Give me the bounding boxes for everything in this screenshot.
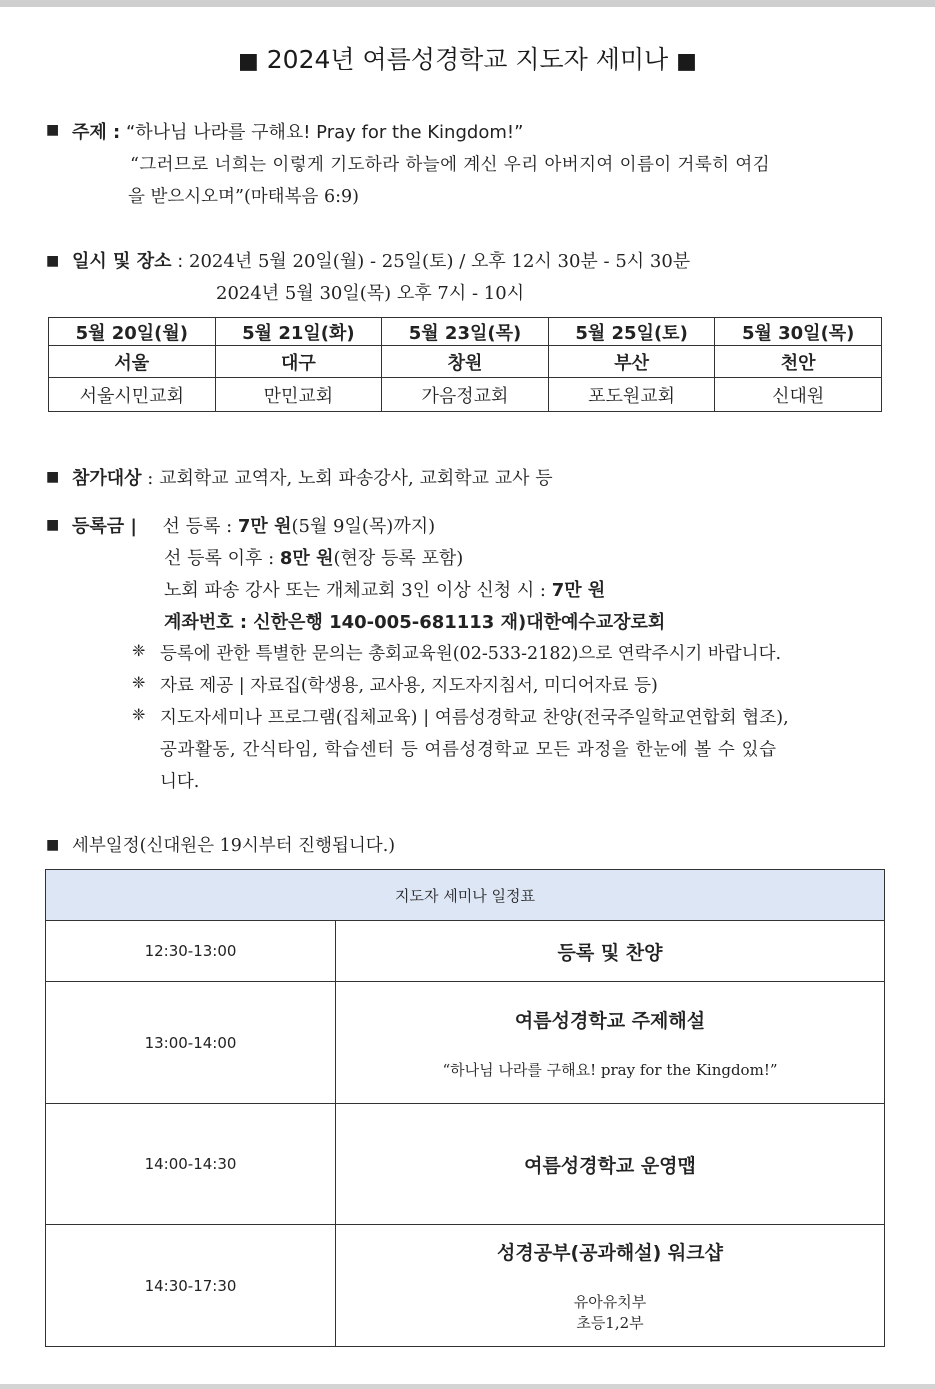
fee-bullet: ■: [46, 517, 60, 533]
participants-text: : 교회학교 교역자, 노회 파송강사, 교회학교 교사 등: [147, 468, 553, 489]
detail-text: 세부일정(신대원은 19시부터 진행됩니다.): [72, 836, 396, 856]
detail-bullet: ■: [46, 837, 60, 853]
fee-account: 계좌번호 : 신한은행 140-005-681113 재)대한예수교장로회: [164, 612, 666, 633]
venue-church: 만민교회: [215, 378, 382, 412]
venue-date: 5월 25일(토): [548, 318, 715, 346]
venue-city: 천안: [715, 346, 882, 378]
note-mark: ❈: [132, 673, 146, 692]
fee-group-prefix: 노회 파송 강사 또는 개체교회 3인 이상 신청 시 :: [164, 580, 552, 601]
schedule-line2: 2024년 5월 30일(목) 오후 7시 - 10시: [216, 283, 525, 304]
participants-line: [72, 464, 553, 490]
title-right-square: ■: [676, 49, 697, 74]
note-1: 등록에 관한 특별한 문의는 총회교육원(02-533-2182)으로 연락주시기 바랍니다.: [160, 644, 782, 664]
schedule-label: 일시 및 장소: [72, 251, 172, 272]
theme-text: “하나님 나라를 구해요! Pray for the Kingdom!”: [125, 122, 524, 143]
fee-early-suffix: (5월 9일(목)까지): [291, 516, 436, 537]
theme-verse-line2: 을 받으시오며”(마태복음 6:9): [128, 187, 359, 207]
venue-date: 5월 23일(목): [382, 318, 549, 346]
schedule-colon: :: [177, 251, 184, 272]
fee-line-late: [164, 544, 463, 570]
venue-date: 5월 21일(화): [215, 318, 382, 346]
fee-group-amount: 7만 원: [551, 580, 606, 601]
fee-late-prefix: 선 등록 이후 :: [164, 548, 280, 569]
table-row: [46, 982, 885, 1104]
timetable-header: 지도자 세미나 일정표: [46, 870, 885, 921]
note-mark: ❈: [132, 705, 146, 724]
title-left-square: ■: [238, 49, 259, 74]
timetable-title: 여름성경학교 주제해설: [514, 1009, 706, 1032]
fee-early-amount: 7만 원: [237, 516, 292, 537]
timetable-time: 14:30-17:30: [46, 1225, 336, 1347]
fee-label: 등록금 |: [72, 516, 138, 537]
participants-bullet: ■: [46, 469, 60, 485]
venue-city: 부산: [548, 346, 715, 378]
note-2: 자료 제공 | 자료집(학생용, 교사용, 지도자지침서, 미디어자료 등): [160, 676, 658, 696]
fee-early-prefix: 선 등록 :: [162, 516, 238, 537]
timetable-time: 12:30-13:00: [46, 921, 336, 982]
timetable-time: 13:00-14:00: [46, 982, 336, 1104]
venue-city: 서울: [49, 346, 216, 378]
timetable-subtitle: “하나님 나라를 구해요! pray for the Kingdom!”: [442, 1060, 778, 1079]
participants-label: 참가대상: [72, 468, 142, 489]
note-3-line3: 니다.: [160, 772, 200, 792]
theme-bullet: ■: [46, 122, 60, 138]
timetable-title: 성경공부(공과해설) 워크샵: [497, 1242, 723, 1264]
timetable: [45, 869, 885, 1347]
venue-church: 가음정교회: [382, 378, 549, 412]
title-text: 2024년 여름성경학교 지도자 세미나: [266, 45, 669, 74]
fee-late-amount: 8만 원: [279, 548, 334, 569]
fee-line-group: [164, 576, 605, 602]
venue-city: 대구: [215, 346, 382, 378]
timetable-subtitle: 초등1,2부: [576, 1314, 644, 1332]
schedule-bullet: ■: [46, 253, 60, 269]
timetable-title: 여름성경학교 운영맵: [336, 1104, 885, 1225]
timetable-time: 14:00-14:30: [46, 1104, 336, 1225]
fee-late-suffix: (현장 등록 포함): [333, 548, 464, 569]
table-row: [46, 1225, 885, 1347]
note-3-line1: 지도자세미나 프로그램(집체교육) | 여름성경학교 찬양(전국주일학교연합회 협조),: [160, 708, 789, 728]
venue-table: [48, 317, 882, 412]
table-row: [46, 1104, 885, 1225]
page-title: [0, 40, 935, 76]
schedule-text1: 2024년 5월 20일(월) - 25일(토) / 오후 12시 30분 - 5시 30분: [189, 251, 691, 272]
venue-city: 창원: [382, 346, 549, 378]
venue-church: 서울시민교회: [49, 378, 216, 412]
note-mark: ❈: [132, 641, 146, 660]
timetable-cell: [336, 982, 885, 1104]
venue-church: 포도원교회: [548, 378, 715, 412]
top-border: [0, 0, 935, 7]
venue-date: 5월 30일(목): [715, 318, 882, 346]
timetable-subtitle: 유아유치부: [573, 1293, 647, 1311]
venue-date: 5월 20일(월): [49, 318, 216, 346]
venue-church: 신대원: [715, 378, 882, 412]
note-3-line2: 공과활동, 간식타임, 학습센터 등 여름성경학교 모든 과정을 한눈에 볼 수 있습: [160, 740, 777, 760]
theme-verse-line1: “그러므로 너희는 이렇게 기도하라 하늘에 계신 우리 아버지여 이름이 거룩히 여김: [130, 155, 771, 175]
timetable-title: 등록 및 찬양: [336, 921, 885, 982]
fee-line-early: [72, 512, 435, 538]
theme-line: [72, 118, 523, 144]
bottom-border: [0, 1384, 935, 1389]
table-row: [46, 921, 885, 982]
timetable-cell: [336, 1225, 885, 1347]
schedule-line1: [72, 247, 690, 273]
theme-label: 주제 :: [72, 122, 121, 143]
